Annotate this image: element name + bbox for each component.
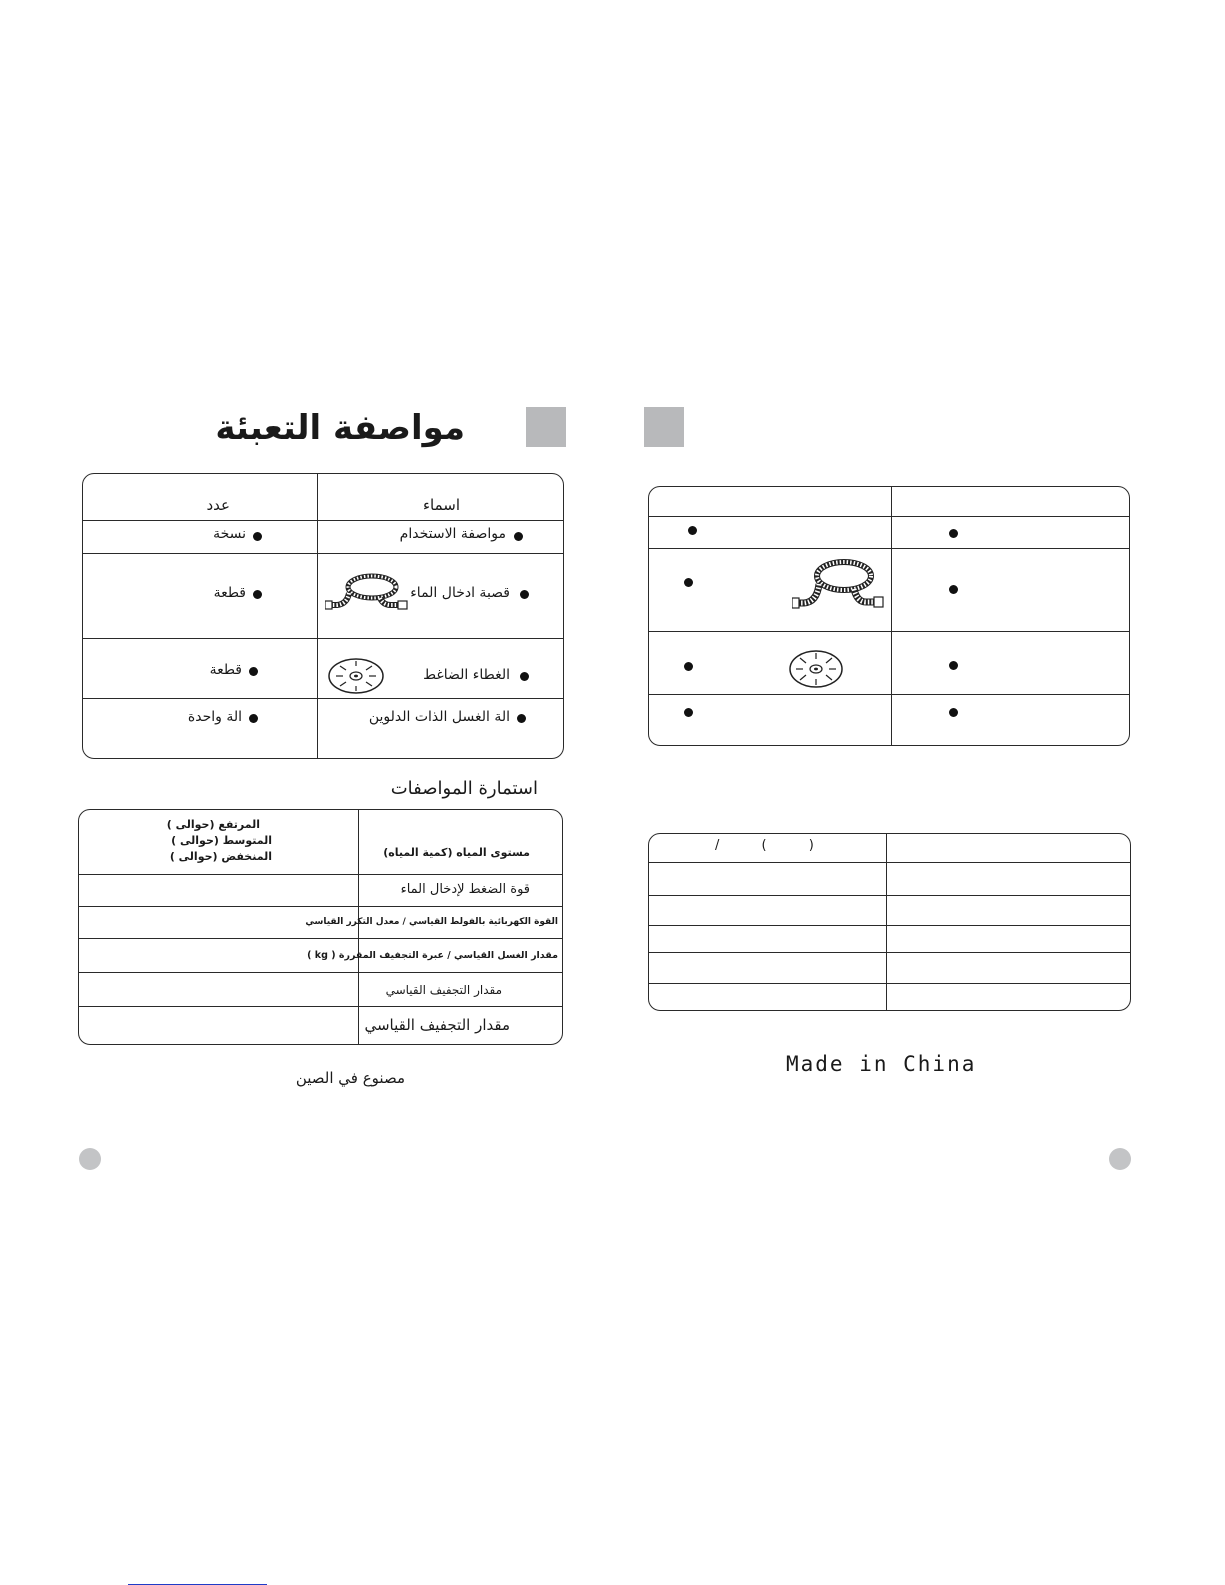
spec-heading: استمارة المواصفات xyxy=(390,778,538,799)
bullet xyxy=(684,662,693,671)
water-level-low: المنخفض (حوالى ) xyxy=(169,850,272,863)
spec-row-label: قوة الضغط لإدخال الماء xyxy=(400,882,530,897)
item-count: الة واحدة xyxy=(187,709,242,725)
spec-table-right xyxy=(648,833,1131,1011)
bullet xyxy=(949,585,958,594)
page-title: مواصفة التعبئة xyxy=(215,408,465,448)
item-count: قطعة xyxy=(213,585,246,601)
bullet xyxy=(949,708,958,717)
bullet xyxy=(688,526,697,535)
bullet xyxy=(520,672,529,681)
bullet xyxy=(514,532,523,541)
spec-header-marks: / ( ) xyxy=(715,838,814,853)
packing-table-right xyxy=(648,486,1130,746)
item-count: نسخة xyxy=(213,526,246,542)
page-number-dot-right xyxy=(1109,1148,1131,1170)
pressure-cover-icon xyxy=(326,656,386,696)
water-level-label: مستوى المياه (كمية المياه) xyxy=(383,846,530,859)
bullet xyxy=(517,714,526,723)
item-name: الة الغسل الذات الدلوين xyxy=(368,709,510,725)
spec-row-label: مقدار التجفيف القياسي xyxy=(364,1016,510,1034)
gray-marker-right xyxy=(644,407,684,447)
spec-row-label: القوة الكهربائية بالفولط القياسي / معدل التكرر القياسي xyxy=(305,917,558,927)
hose-icon xyxy=(325,573,409,613)
bullet xyxy=(253,590,262,599)
item-name: مواصفة الاستخدام xyxy=(399,526,506,542)
bullet xyxy=(949,661,958,670)
bullet xyxy=(684,578,693,587)
pressure-cover-icon xyxy=(788,648,844,690)
bullet xyxy=(949,529,958,538)
item-name: الغطاء الضاغط xyxy=(423,667,510,683)
bullet xyxy=(684,708,693,717)
spec-row-label: مقدار التجفيف القياسي xyxy=(385,983,502,997)
bullet xyxy=(249,714,258,723)
made-in-english: Made in China xyxy=(786,1052,977,1076)
page-number-dot-left xyxy=(79,1148,101,1170)
made-in-arabic: مصنوع في الصين xyxy=(295,1069,405,1087)
header-count: عدد xyxy=(206,496,230,514)
bullet xyxy=(249,667,258,676)
spec-row-label: مقدار الغسل القياسي / عبرة التجفيف المقررة ( kg ) xyxy=(307,950,558,961)
item-count: قطعة xyxy=(209,662,242,678)
gray-marker-left xyxy=(526,407,566,447)
header-names: اسماء xyxy=(422,496,460,514)
item-name: قصبة ادخال الماء xyxy=(410,585,510,601)
bullet xyxy=(253,532,262,541)
hose-icon xyxy=(792,558,884,612)
water-level-high: المرتفع (حوالى ) xyxy=(166,818,260,831)
bullet xyxy=(520,590,529,599)
water-level-mid: المتوسط (حوالى ) xyxy=(171,834,272,847)
